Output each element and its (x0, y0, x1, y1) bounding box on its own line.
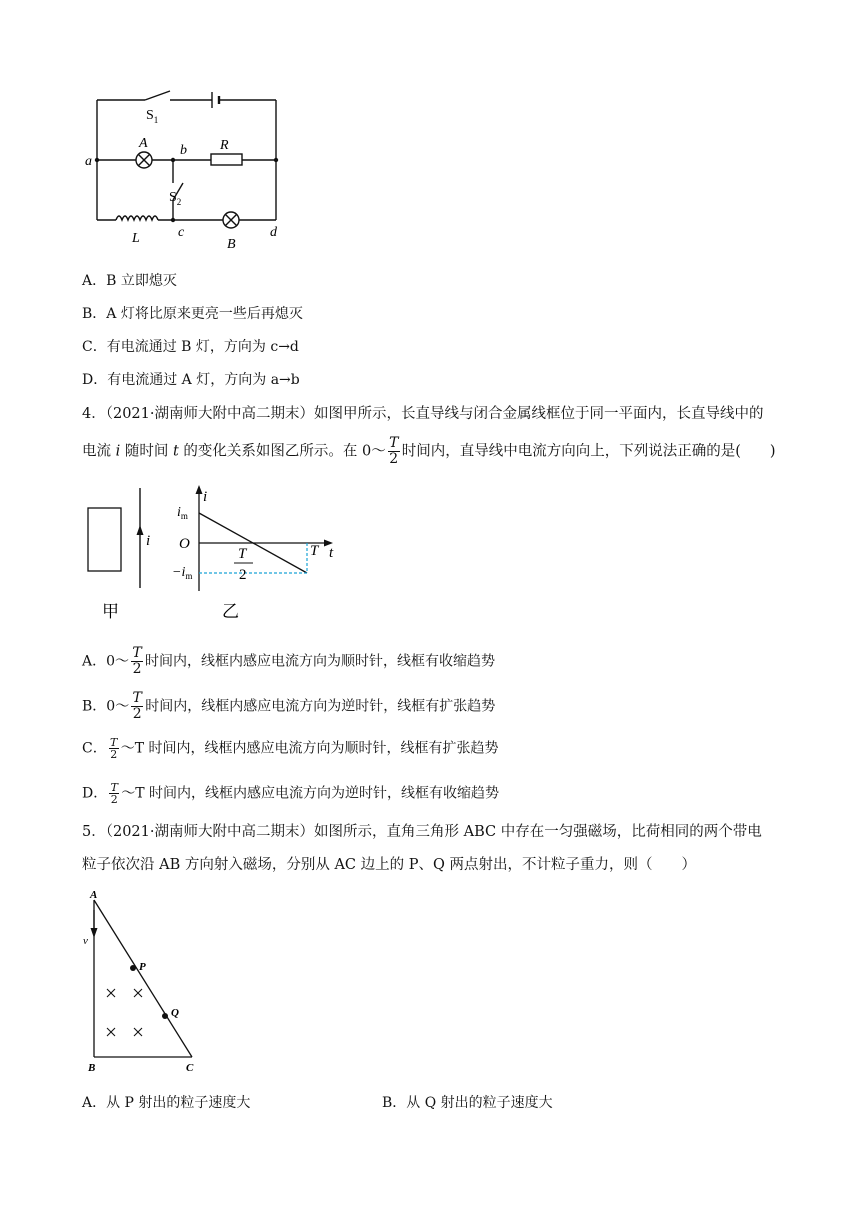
figure-jia (80, 483, 170, 623)
q3-option-a: A．B 立即熄灭 (82, 273, 177, 289)
lamp-a-label: A (139, 136, 148, 151)
graph-half-T-denominator: 2 (239, 567, 247, 583)
q5-option-a: A．从 P 射出的粒子速度大 (82, 1095, 251, 1111)
q3-option-d: D．有电流通过 A 灯，方向为 a→b (82, 372, 300, 388)
circuit-diagram (80, 88, 290, 258)
graph-i-axis-label: i (203, 489, 208, 505)
graph-im-label: $i_m$ (177, 505, 188, 521)
q4-stem-line2: 电流 i 随时间 t 的变化关系如图乙所示。在 0～ $\frac{T}{2}$ 时间内，直导线中电流方向向上，下列说法正确的是( ) (82, 435, 776, 467)
q4-option-a: A．0～ $\frac{T}{2}$ 时间内，线框内感应电流方向为顺时针，线框有收缩趋势 (82, 645, 496, 677)
q5-stem-line2: 粒子依次沿 AB 方向射入磁场，分别从 AC 边上的 P、Q 两点射出，不计粒子重力，则（ ） (82, 857, 696, 873)
q3-option-c: C．有电流通过 B 灯，方向为 c→d (82, 339, 299, 355)
q5-stem-line1: 5．（2021·湖南师大附中高二期末）如图所示，直角三角形 ABC 中存在一匀强磁场，比荷相同的两个带电 (82, 824, 762, 840)
figure-yi-graph (170, 483, 350, 623)
q5-option-b: B．从 Q 射出的粒子速度大 (382, 1095, 553, 1111)
q4-option-c: C． $\frac{T}{2}$ ～T 时间内，线框内感应电流方向为顺时针，线框有扩张趋势 (82, 736, 499, 761)
fraction-t-over-2: $\frac{T}{2}$ (389, 435, 399, 467)
q3-option-b: B．A 灯将比原来更亮一些后再熄灭 (82, 306, 303, 322)
point-p-label: P (139, 961, 146, 973)
q4-option-b: B．0～ $\frac{T}{2}$ 时间内，线框内感应电流方向为逆时针，线框有扩张趋势 (82, 690, 496, 722)
vertex-b-label: B (88, 1062, 96, 1074)
node-a-label: a (85, 154, 92, 169)
wire-current-label: i (146, 533, 151, 549)
inductor-label: L (132, 231, 140, 246)
figure-jia-label: 甲 (102, 602, 119, 621)
node-c-label: c (178, 225, 185, 240)
s2-label: $S_2$ (169, 190, 182, 207)
graph-neg-im-label: $-i_m$ (172, 565, 193, 581)
triangle-figure (80, 890, 210, 1080)
point-q-label: Q (171, 1007, 179, 1019)
q4-option-d: D． $\frac{T}{2}$ ～T 时间内，线框内感应电流方向为逆时针，线框有收缩趋势 (82, 781, 500, 806)
graph-half-T-numerator: T (238, 546, 247, 562)
q4-stem-line1: 4．（2021·湖南师大附中高二期末）如图甲所示，长直导线与闭合金属线框位于同一平面内，长直导线中的 (82, 406, 764, 422)
vertex-a-label: A (90, 890, 98, 901)
vertex-c-label: C (186, 1062, 194, 1074)
node-b-label: b (180, 143, 187, 158)
velocity-label: v (83, 935, 88, 947)
graph-origin-label: O (179, 536, 190, 552)
figure-yi-label: 乙 (222, 602, 239, 621)
resistor-label: R (220, 138, 229, 153)
node-d-label: d (270, 225, 277, 240)
lamp-b-label: B (227, 237, 236, 252)
graph-t-axis-label: t (329, 545, 334, 561)
graph-T-label: T (310, 543, 319, 559)
s1-label: $S_1$ (146, 108, 159, 125)
